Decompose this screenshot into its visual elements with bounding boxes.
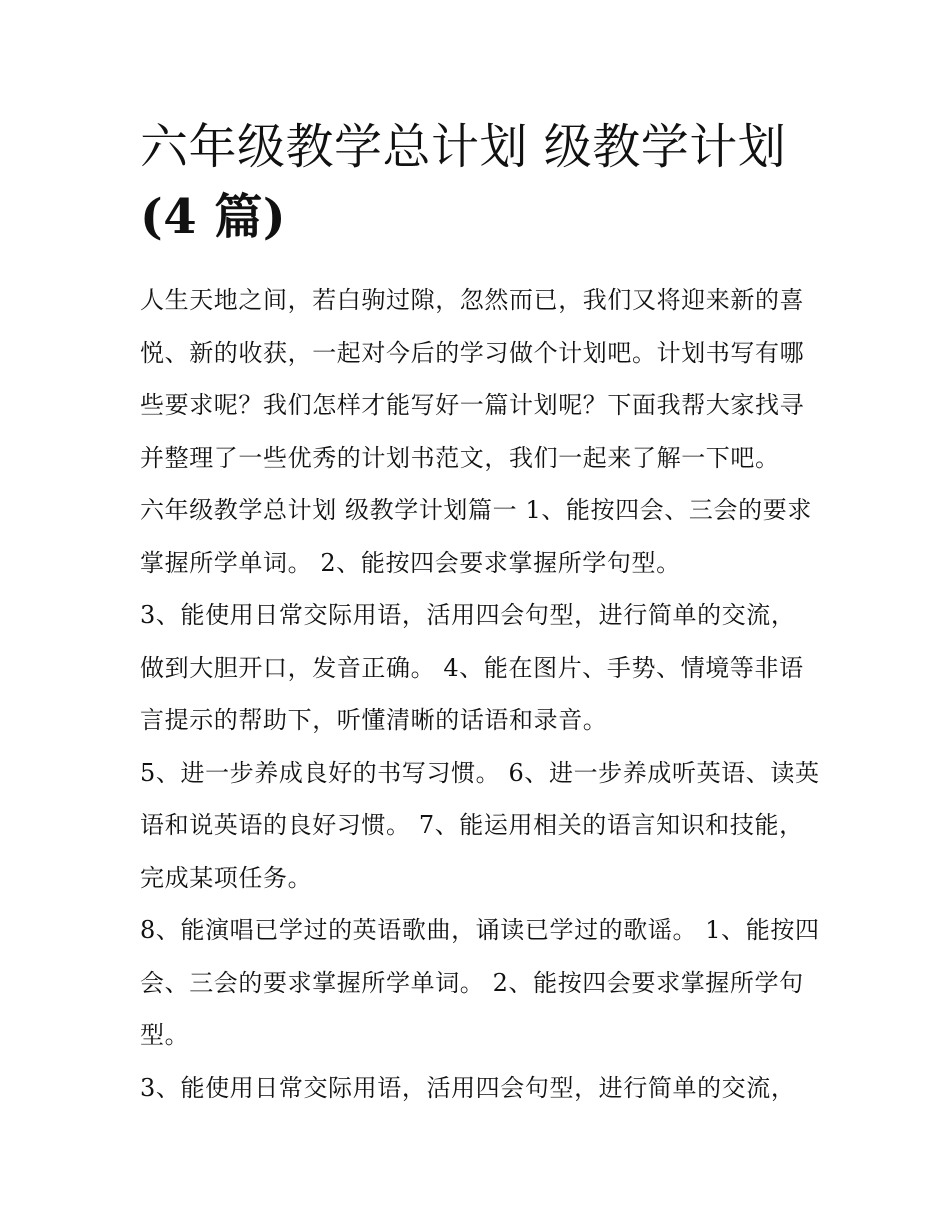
paragraph-4: 8、能演唱已学过的英语歌曲，诵读已学过的歌谣。 1、能按四会、三会的要求掌握所学单词。 2、能按四会要求掌握所学句型。 bbox=[140, 916, 820, 1049]
paragraph-5: 3、能使用日常交际用语，活用四会句型，进行简单的交流， bbox=[140, 1073, 796, 1102]
title-line-2: (4 篇) bbox=[140, 189, 287, 245]
paragraph-1: 六年级教学总计划 级教学计划篇一 1、能按四会、三会的要求掌握所学单词。 2、能按四会要求掌握所学句型。 bbox=[140, 496, 812, 577]
paragraph-intro: 人生天地之间，若白驹过隙，忽然而已，我们又将迎来新的喜悦、新的收获，一起对今后的学习做个计划吧。计划书写有哪些要求呢？我们怎样才能写好一篇计划呢？下面我帮大家找寻并整理了一些优秀的计划书范文，我们一起来了解一下吧。 bbox=[140, 286, 805, 472]
document-body bbox=[140, 274, 820, 1114]
paragraph-3: 5、进一步养成良好的书写习惯。 6、进一步养成听英语、读英语和说英语的良好习惯。 7、能运用相关的语言知识和技能，完成某项任务。 bbox=[140, 758, 820, 892]
document-title bbox=[140, 112, 830, 252]
paragraph-2: 3、能使用日常交际用语，活用四会句型，进行简单的交流，做到大胆开口，发音正确。 4、能在图片、手势、情境等非语言提示的帮助下，听懂清晰的话语和录音。 bbox=[140, 601, 804, 734]
title-line-1: 六年级教学总计划 级教学计划 bbox=[140, 119, 787, 175]
